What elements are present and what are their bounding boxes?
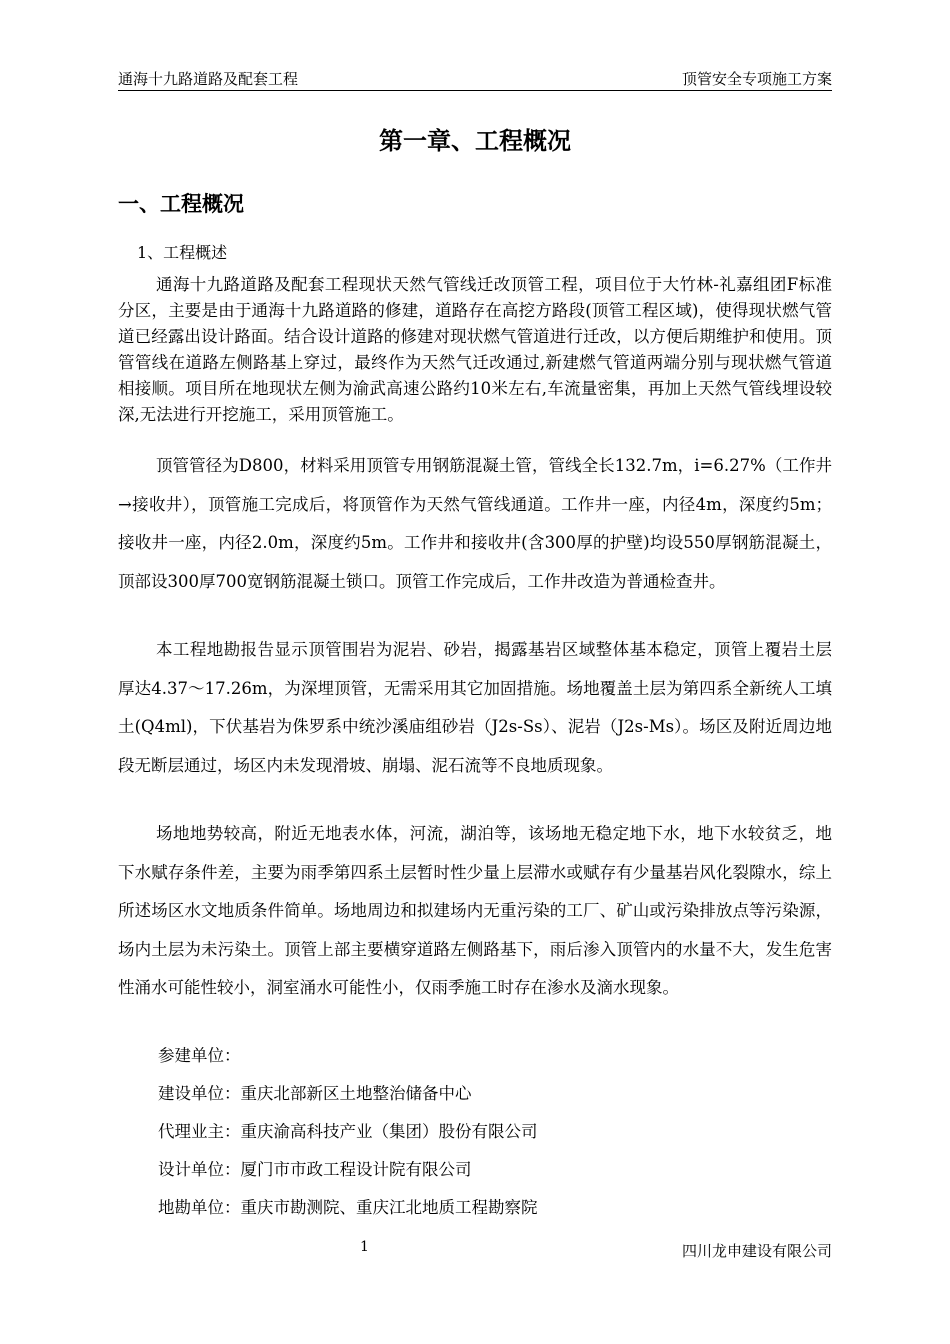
section-title: 一、工程概况 — [118, 192, 244, 216]
header-project-name: 通海十九路道路及配套工程 — [118, 70, 299, 88]
participant-line: 建设单位：重庆北部新区土地整治储备中心 — [158, 1084, 472, 1103]
participant-line: 设计单位：厦门市市政工程设计院有限公司 — [158, 1160, 472, 1179]
footer-company: 四川龙申建设有限公司 — [681, 1242, 832, 1260]
page-number: 1 — [360, 1239, 369, 1255]
paragraph-hydrology: 场地地势较高，附近无地表水体，河流，湖泊等，该场地无稳定地下水，地下水较贫乏，地下水赋存条件差，主要为雨季第四系土层暂时性少量上层滞水或赋存有少量基岩风化裂隙水，综上所述场区水文地质条件简单。场地周边和拟建场内无重污染的工厂、矿山或污染排放点等污染源，场内土层为未污染土。顶管上部主要横穿道路左侧路基下，雨后渗入顶管内的水量不大，发生危害性涌水可能性较小，洞室涌水可能性小，仅雨季施工时存在渗水及滴水现象。 — [118, 824, 832, 997]
participants-heading: 参建单位： — [158, 1046, 241, 1065]
page-header — [118, 66, 832, 91]
participant-line: 代理业主：重庆渝高科技产业（集团）股份有限公司 — [158, 1122, 538, 1141]
paragraph-project-overview: 通海十九路道路及配套工程现状天然气管线迁改顶管工程，项目位于大竹林-礼嘉组团F标准分区，主要是由于通海十九路道路的修建，道路存在高挖方路段(顶管工程区域)，使得现状燃气管道已经露出设计路面。结合设计道路的修建对现状燃气管道进行迁改，以方便后期维护和使用。顶管管线在道路左侧路基上穿过，最终作为天然气迁改通过,新建燃气管道两端分别与现状燃气管道相接顺。项目所在地现状左侧为渝武高速公路约10米左右,车流量密集，再加上天然气管线埋设较深,无法进行开挖施工，采用顶管施工。 — [118, 275, 832, 424]
paragraph-geology: 本工程地勘报告显示顶管围岩为泥岩、砂岩，揭露基岩区域整体基本稳定，顶管上覆岩土层厚达4.37～17.26m，为深埋顶管，无需采用其它加固措施。场地覆盖土层为第四系全新统人工填土(Q4ml)，下伏基岩为侏罗系中统沙溪庙组砂岩（J2s-Ss）、泥岩（J2s-Ms）。场区及附近周边地段无断层通过，场区内未发现滑坡、崩塌、泥石流等不良地质现象。 — [118, 640, 832, 775]
chapter-title: 第一章、工程概况 — [379, 127, 571, 155]
participant-line: 地勘单位：重庆市勘测院、重庆江北地质工程勘察院 — [158, 1198, 538, 1217]
paragraph-pipe-specs: 顶管管径为D800，材料采用顶管专用钢筋混凝土管，管线全长132.7m，i=6.27%（工作井→接收井），顶管施工完成后，将顶管作为天然气管线通道。工作井一座，内径4m，深度约5m；接收井一座，内径2.0m，深度约5m。工作井和接收井(含300厚的护壁)均设550厚钢筋混凝土，顶部设300厚700宽钢筋混凝土锁口。顶管工作完成后，工作井改造为普通检查井。 — [118, 456, 832, 591]
subsection-title: 1、工程概述 — [137, 243, 228, 262]
participants-list — [158, 1041, 538, 1231]
header-document-name: 顶管安全专项施工方案 — [681, 70, 832, 88]
